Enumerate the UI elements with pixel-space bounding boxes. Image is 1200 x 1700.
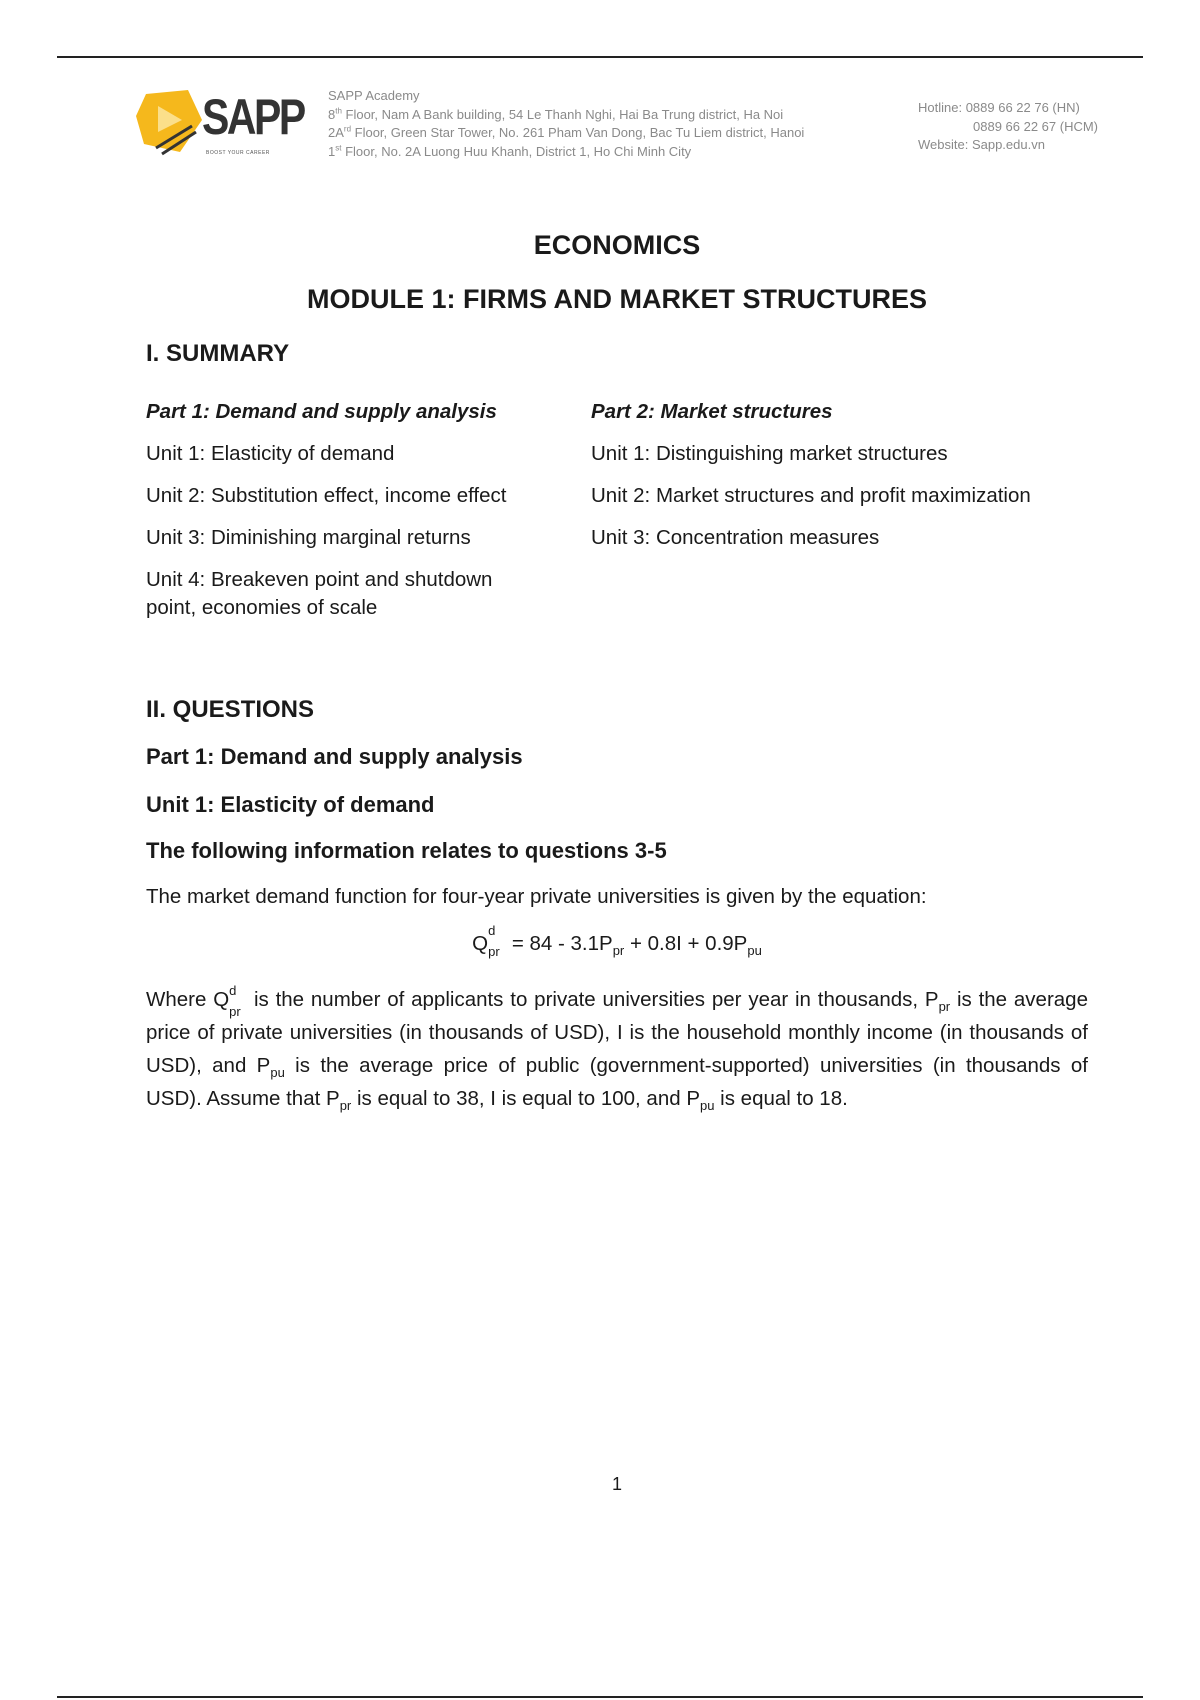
address-line-1: 8th Floor, Nam A Bank building, 54 Le Thanh Nghi, Hai Ba Trung district, Ha Noi <box>328 106 784 122</box>
part2-unit: Unit 2: Market structures and profit maximization <box>591 484 1031 507</box>
logo-tagline: BOOST YOUR CAREER <box>206 150 270 156</box>
sapp-logo-mark-icon <box>136 86 206 158</box>
part-heading: Part 1: Demand and supply analysis <box>146 744 523 769</box>
questions-heading: II. QUESTIONS <box>146 696 315 723</box>
address-line-2: $2A^{rd}$ Floor, Green Star Tower, No. 261 Pham Van Dong, Bac Tu Liem district, Hanoi <box>328 124 805 140</box>
summary-heading: I. SUMMARY <box>146 340 290 367</box>
summary-part2 <box>591 398 1111 566</box>
demand-equation: Q d pr = $84 - 3.1P_{pr} + 0.8I + 0.9P_{pu}$ <box>472 923 762 959</box>
part1-unit: Unit 1: Elasticity of demand <box>146 442 395 465</box>
part2-unit: Unit 1: Distinguishing market structures <box>591 442 948 465</box>
where-paragraph: Where Q d pr is the number of applicants to private universities per year in thousands, $P_{pr}$ is the average price of private universities (in thousands of USD), I is the household monthly income (in thousands of USD), and $P_{pu}$ is the average price of public (government-supported) universities (in thousands of USD). Assume that $P_{pr}$ is equal to 38, I is equal to 100, and $P_{pu}$ is equal to 18. <box>146 983 1088 1113</box>
website: Website: Sapp.edu.vn <box>918 137 1045 152</box>
bottom-rule <box>57 1696 1143 1698</box>
quantity-symbol: Q d pr <box>472 923 500 959</box>
hotline-hn: Hotline: 0889 66 22 76 (HN) <box>918 100 1080 115</box>
sapp-logo <box>136 86 304 158</box>
part2-heading: Part 2: Market structures <box>591 400 833 423</box>
logo-wordmark: SAPP <box>202 89 304 145</box>
address-block <box>328 87 804 161</box>
document-title: ECONOMICS <box>533 230 701 260</box>
part1-unit: Unit 2: Substitution effect, income effect <box>146 484 507 507</box>
contact-block <box>918 99 1098 155</box>
intro-text: The market demand function for four-year private universities is given by the equation: <box>146 885 927 908</box>
top-rule <box>57 56 1143 58</box>
page-number: 1 <box>611 1474 622 1494</box>
part1-unit: Unit 3: Diminishing marginal returns <box>146 526 471 549</box>
unit-heading: Unit 1: Elasticity of demand <box>146 792 435 817</box>
address-line-3: 1st Floor, No. 2A Luong Huu Khanh, District 1, Ho Chi Minh City <box>328 143 692 159</box>
summary-part1 <box>146 398 566 636</box>
part1-unit: Unit 4: Breakeven point and shutdown point, economies of scale <box>146 568 493 619</box>
info-heading: The following information relates to questions 3-5 <box>146 838 667 863</box>
module-title: MODULE 1: FIRMS AND MARKET STRUCTURES <box>307 284 927 314</box>
hotline-hcm: 0889 66 22 67 (HCM) <box>973 118 1099 134</box>
part2-unit: Unit 3: Concentration measures <box>591 526 880 549</box>
org-name: SAPP Academy <box>328 88 420 103</box>
part1-heading: Part 1: Demand and supply analysis <box>146 400 497 423</box>
